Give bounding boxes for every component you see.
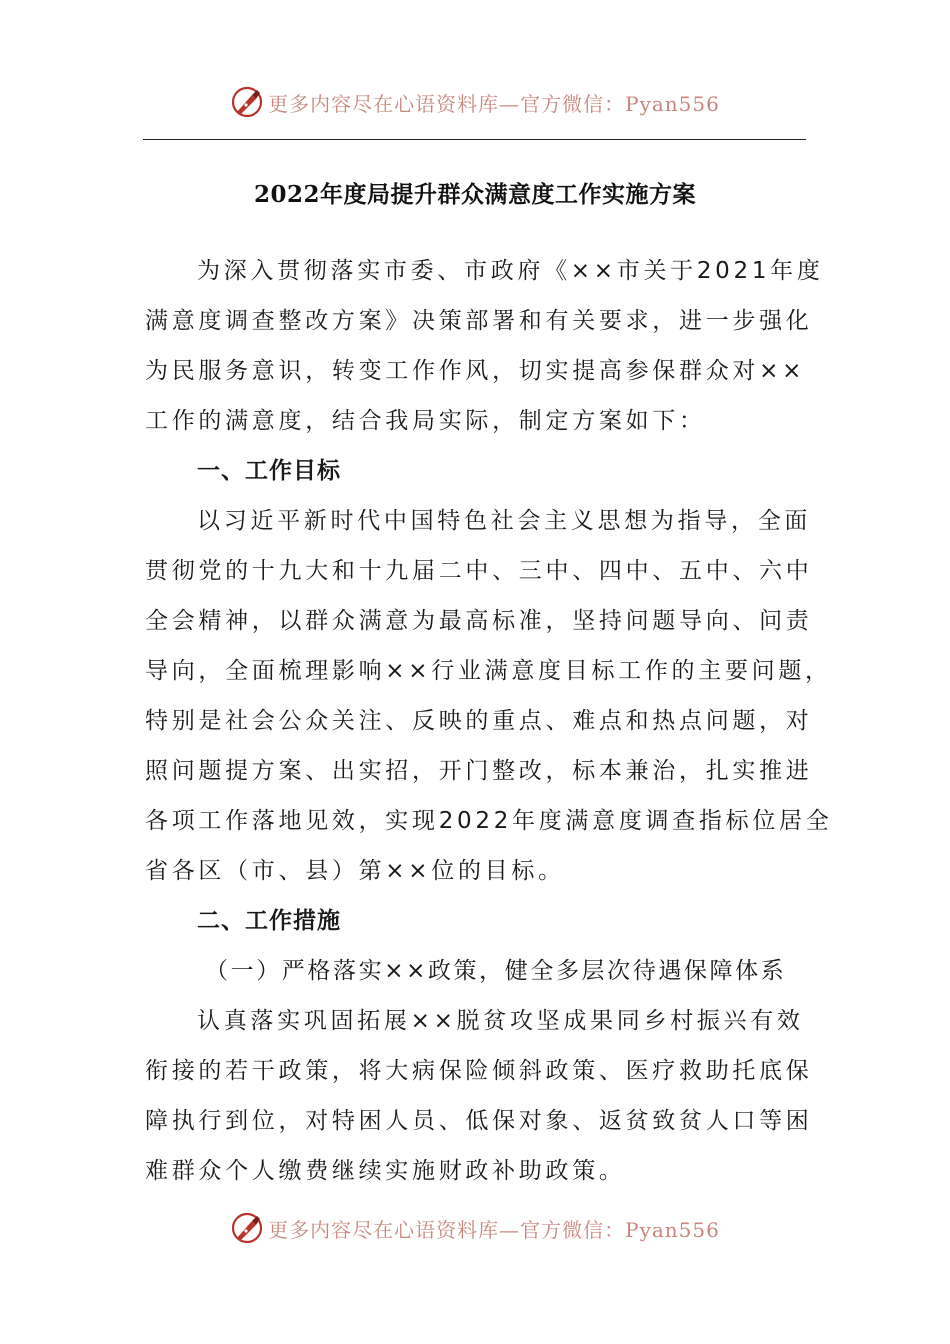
- paragraph-line: 衔接的若干政策，将大病保险倾斜政策、医疗救助托底保: [145, 1058, 813, 1084]
- pen-nib-logo-icon: [230, 1211, 264, 1245]
- paragraph-line: 满意度调查整改方案》决策部署和有关要求，进一步强化: [145, 308, 813, 334]
- paragraph-line: 照问题提方案、出实招，开门整改，标本兼治，扎实推进: [145, 758, 813, 784]
- document-title: 2022年度局提升群众满意度工作实施方案: [253, 181, 696, 208]
- paragraph-line: 特别是社会公众关注、反映的重点、难点和热点问题，对: [145, 708, 813, 734]
- header-banner: [0, 82, 950, 122]
- section-heading: 一、工作目标: [197, 458, 341, 484]
- paragraph-line: 导向，全面梳理影响××行业满意度目标工作的主要问题，: [145, 658, 832, 684]
- paragraph-line: 障执行到位，对特困人员、低保对象、返贫致贫人口等困: [145, 1108, 813, 1134]
- header-divider: [143, 139, 806, 140]
- footer-banner: [0, 1208, 950, 1248]
- paragraph-line: 为深入贯彻落实市委、市政府《××市关于2021年度: [197, 258, 824, 284]
- paragraph-line: 贯彻党的十九大和十九届二中、三中、四中、五中、六中: [145, 558, 813, 584]
- document-body: [145, 246, 833, 1196]
- section-heading: 二、工作措施: [197, 908, 341, 934]
- header-banner-text: 更多内容尽在心语资料库—官方微信：Pyan556: [268, 91, 720, 116]
- paragraph-line: 为民服务意识，转变工作作风，切实提高参保群众对××: [145, 358, 806, 384]
- footer-banner-text: 更多内容尽在心语资料库—官方微信：Pyan556: [268, 1217, 720, 1242]
- pen-nib-logo-icon: [230, 85, 264, 119]
- paragraph-line: 各项工作落地见效，实现2022年度满意度调查指标位居全: [145, 808, 833, 834]
- paragraph-line: 以习近平新时代中国特色社会主义思想为指导，全面: [197, 508, 812, 534]
- paragraph-line: 难群众个人缴费继续实施财政补助政策。: [145, 1158, 626, 1184]
- subsection-heading: （一）严格落实××政策，健全多层次待遇保障体系: [205, 958, 787, 984]
- paragraph-line: 工作的满意度，结合我局实际，制定方案如下：: [145, 408, 706, 434]
- paragraph-line: 全会精神，以群众满意为最高标准，坚持问题导向、问责: [145, 608, 813, 634]
- paragraph-line: 省各区（市、县）第××位的目标。: [145, 858, 565, 884]
- paragraph-line: 认真落实巩固拓展××脱贫攻坚成果同乡村振兴有效: [197, 1008, 804, 1034]
